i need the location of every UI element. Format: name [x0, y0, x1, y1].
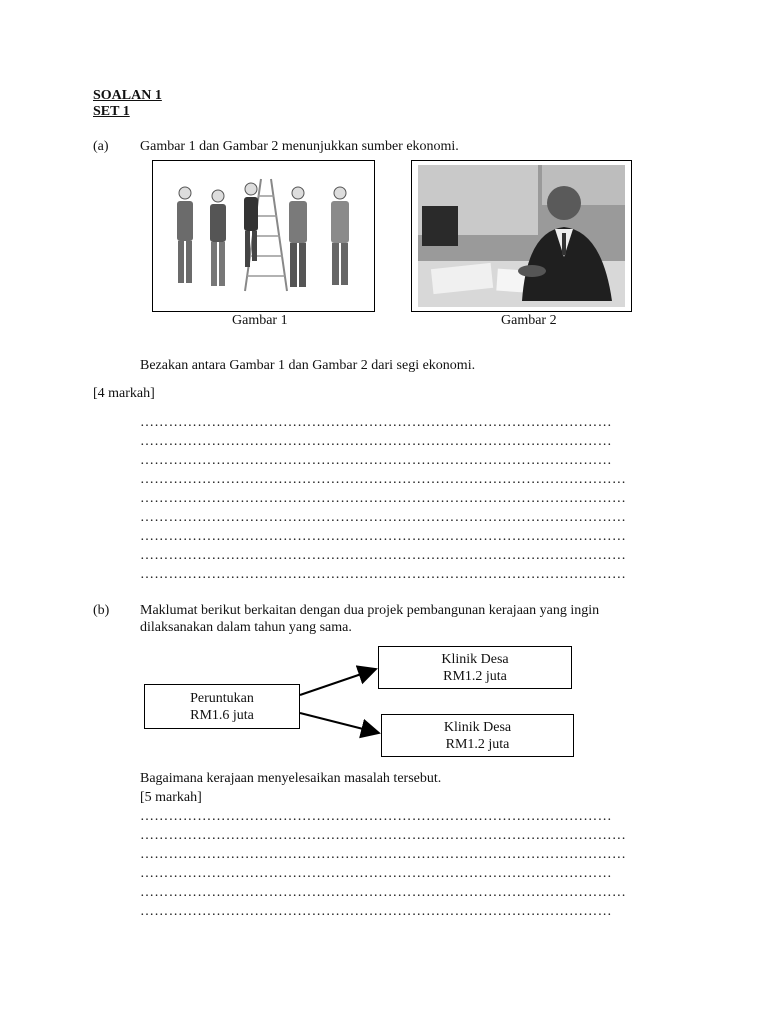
clinic-2-label: Klinik Desa: [443, 719, 512, 735]
answer-line[interactable]: …………………………………………………………………………………………: [140, 491, 627, 506]
question-title: SOALAN 1: [93, 88, 162, 103]
answer-line[interactable]: ………………………………………………………………………………………: [140, 809, 612, 824]
answer-line[interactable]: ………………………………………………………………………………………: [140, 904, 612, 919]
answer-line[interactable]: ………………………………………………………………………………………: [140, 453, 612, 468]
allocation-box: [144, 684, 300, 729]
part-b-marks: [5 markah]: [140, 790, 202, 805]
part-a-question: Bezakan antara Gambar 1 dan Gambar 2 dari segi ekonomi.: [140, 358, 476, 373]
answer-line[interactable]: …………………………………………………………………………………………: [140, 847, 627, 862]
image2-caption: Gambar 2: [501, 313, 557, 328]
part-b-prompt-line1: Maklumat berikut berkaitan dengan dua projek pembangunan kerajaan yang ingin: [140, 603, 600, 618]
answer-line[interactable]: ………………………………………………………………………………………: [140, 866, 612, 881]
answer-line[interactable]: …………………………………………………………………………………………: [140, 885, 627, 900]
answer-line[interactable]: …………………………………………………………………………………………: [140, 472, 627, 487]
set-title: SET 1: [93, 104, 130, 119]
arrow-to-clinic-1: [300, 669, 376, 695]
image1-caption: Gambar 1: [232, 313, 288, 328]
answer-line[interactable]: ………………………………………………………………………………………: [140, 415, 612, 430]
clinic-1-label: Klinik Desa: [441, 651, 509, 667]
answer-line[interactable]: …………………………………………………………………………………………: [140, 529, 627, 544]
clinic-2-amount: RM1.2 juta: [445, 736, 510, 752]
answer-line[interactable]: …………………………………………………………………………………………: [140, 828, 627, 843]
answer-line[interactable]: …………………………………………………………………………………………: [140, 567, 627, 582]
part-b-question: Bagaimana kerajaan menyelesaikan masalah tersebut.: [140, 771, 442, 786]
answer-line[interactable]: …………………………………………………………………………………………: [140, 548, 627, 563]
answer-line[interactable]: ………………………………………………………………………………………: [140, 434, 612, 449]
allocation-amount: RM1.6 juta: [190, 707, 254, 723]
clinic-box-1: [378, 646, 572, 689]
part-a-marks: [4 markah]: [93, 386, 155, 401]
part-b-label: (b): [93, 603, 110, 618]
clinic-1-amount: RM1.2 juta: [443, 668, 507, 684]
clinic-box-2: [381, 714, 574, 757]
part-b-prompt-line2: dilaksanakan dalam tahun yang sama.: [140, 620, 352, 635]
part-a-prompt: Gambar 1 dan Gambar 2 menunjukkan sumber ekonomi.: [140, 139, 459, 154]
allocation-label: Peruntukan: [190, 690, 254, 706]
arrow-to-clinic-2: [300, 713, 379, 733]
part-a-label: (a): [93, 139, 109, 154]
answer-line[interactable]: …………………………………………………………………………………………: [140, 510, 627, 525]
